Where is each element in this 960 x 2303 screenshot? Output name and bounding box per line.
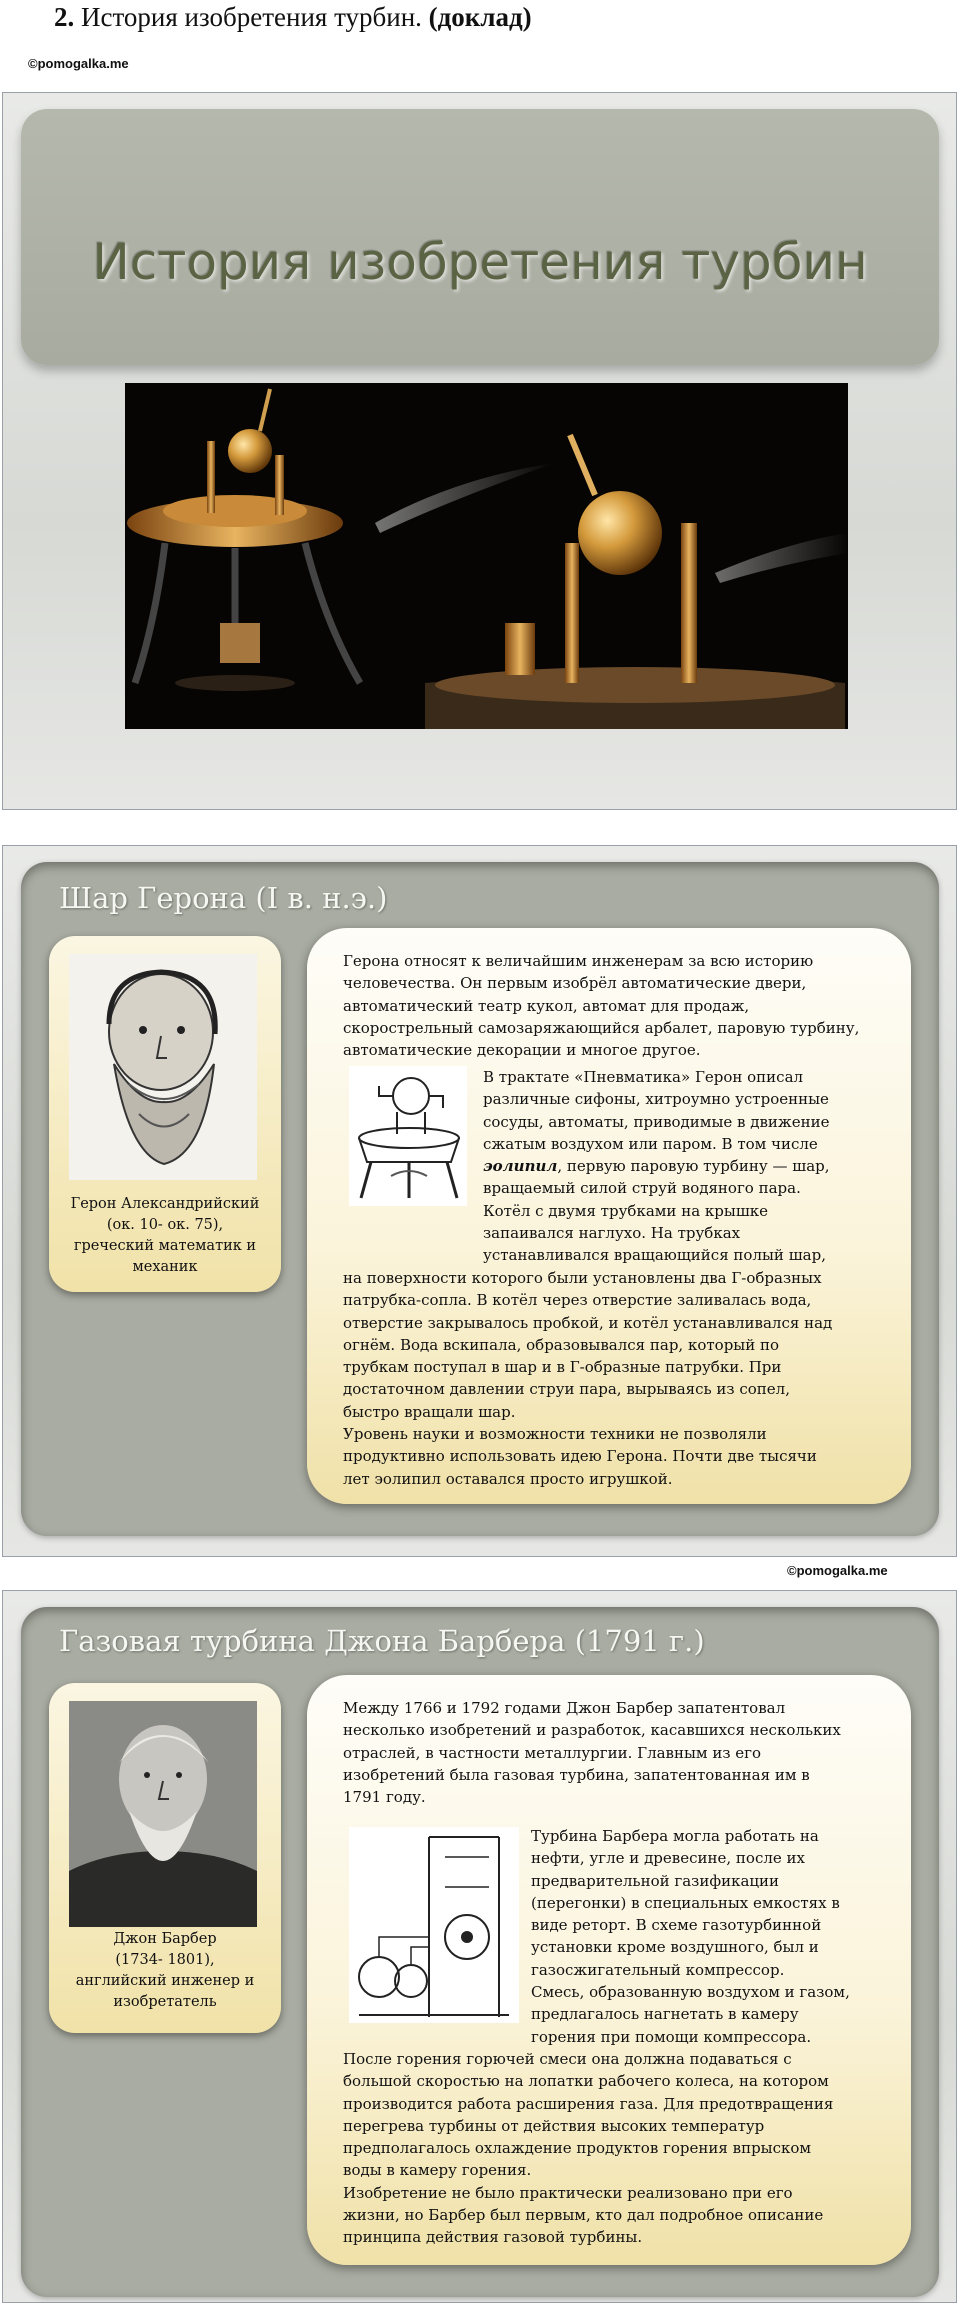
text-line: изобретений была газовая турбина, запатентованная им в [343,1765,810,1784]
text-line: вращаемый силой струй водяного пара. [483,1179,801,1198]
text-line: Между 1766 и 1792 годами Джон Барбер запатентовал [343,1699,786,1717]
slide-barber [2,1590,957,2303]
text-line: запаивался наглухо. На трубках [483,1224,741,1243]
text-line: принципа действия газовой турбины. [343,2228,643,2247]
text-line: виде реторт. В схеме газотурбинной [531,1916,822,1935]
text-line: газосжигательный компрессор. [531,1960,785,1979]
barber-caption-line: английский инженер и [75,1973,255,1989]
text-line: трубкам поступал в шар и в Г-образные патрубки. При [343,1358,782,1377]
barber-intro [343,1697,841,1808]
watermark-top: ©pomogalka.me [28,56,129,71]
text-line: Турбина Барбера могла работать на [531,1827,819,1845]
text-line: патрубка-сопла. В котёл через отверстие заливалась вода, [343,1291,812,1310]
text-line: нефти, угле и древесине, после их [531,1849,805,1868]
heron-bottom-text [343,1267,832,1490]
text-line: производится работа расширения газа. Для предотвращения [343,2094,834,2113]
barber-caption-line: (1734- 1801), [115,1952,215,1968]
text-line: сосуды, автоматы, приводимые в движение [483,1112,830,1131]
text-line: лет эолипил оставался просто игрушкой. [343,1469,673,1488]
text-line: продуктивно использовать идею Герона. Почти две тысячи [343,1447,817,1466]
barber-text-card [307,1675,911,2265]
heron-portrait [69,954,257,1180]
text-line: достаточном давлении струи пара, вырываясь из сопел, [343,1380,790,1399]
eolipil-figure [349,1066,467,1206]
text-line: автоматические декорации и многое другое. [343,1041,701,1060]
barber-turbine-drawing [349,1827,519,2023]
text-line: отраслей, в частности металлургии. Главным из его [343,1743,762,1762]
text-line: Изобретение не было практически реализовано при его [343,2183,793,2202]
text-line: горения при помощи компрессора. [531,2027,812,2046]
heron-side-text [483,1066,830,1267]
barber-turbine-figure [349,1827,519,2023]
aeolipile-photo [125,383,848,729]
barber-caption-line: изобретатель [113,1994,217,2010]
heading-tag: (доклад) [428,2,532,32]
text-line [483,1155,830,1177]
slide-heron [2,845,957,1557]
heron-caption-line: механик [132,1259,198,1275]
barber-portrait [69,1701,257,1927]
heron-portrait-card [49,936,281,1292]
eolipil-drawing [349,1066,467,1206]
text-line: автоматический театр кукол, автомат для продаж, [343,996,750,1015]
text-line: несколько изобретений и разработок, касавшихся нескольких [343,1721,841,1740]
text-line: жизни, но Барбер был первым, кто дал подробное описание [343,2206,824,2225]
heron-caption-line: (ок. 10- ок. 75), [106,1217,224,1233]
text-line: большой скоростью на лопатки рабочего колеса, на котором [343,2072,829,2091]
heron-portrait-drawing [69,954,257,1180]
title-box [21,109,939,365]
text-line: предполагалось охлаждение продуктов горения впрыском [343,2139,812,2158]
text-line: скорострельный самозаряжающийся арбалет, паровую турбину, [343,1018,860,1037]
text-line: человечества. Он первым изобрёл автоматические двери, [343,974,807,993]
text-line: предварительной газификации [531,1871,780,1890]
barber-caption-line: Джон Барбер [113,1931,217,1947]
text-line: воды в камеру горения. [343,2161,532,2180]
text-line: перегрева турбины от действия высоких температур [343,2116,765,2135]
barber-portrait-photo [69,1701,257,1927]
eolipil-term: эолипил [483,1157,558,1176]
heron-text-card [307,928,911,1504]
text-line: установки кроме воздушного, был и [531,1938,819,1957]
slide3-title: Газовая турбина Джона Барбера (1791 г.) [59,1624,705,1658]
heading-title: История изобретения турбин. [81,2,422,32]
text-line: отверстие закрывалось пробкой, и котёл устанавливался над [343,1313,833,1332]
text-line: сжатым воздухом или паром. В том числе [483,1134,818,1153]
eolipil-rest: , первую паровую турбину — шар, [557,1157,830,1176]
heading-number: 2. [54,2,75,32]
text-line: Смесь, образованную воздухом и газом, [531,1983,850,2002]
text-line: различные сифоны, хитроумно устроенные [483,1090,829,1109]
barber-bottom-text [343,2048,833,2249]
text-line: Уровень науки и возможности техники не позволяли [343,1425,767,1444]
text-line: 1791 году. [343,1788,426,1807]
text-line: После горения горючей смеси она должна подаваться с [343,2050,792,2068]
slide1-title: История изобретения турбин [92,233,868,291]
text-line: Герона относят к величайшим инженерам за всю историю [343,952,814,970]
watermark-bottom: ©pomogalka.me [787,1563,888,1578]
heron-caption-line: Герон Александрийский [70,1196,260,1212]
slide-title [2,92,957,810]
document-heading [54,0,532,34]
text-line: огнём. Вода вскипала, образовывался пар, который по [343,1335,780,1354]
text-line: Котёл с двумя трубками на крышке [483,1201,769,1220]
slide2-title: Шар Герона (I в. н.э.) [59,881,388,915]
text-line: В трактате «Пневматика» Герон описал [483,1068,804,1086]
text-line: предлагалось нагнетать в камеру [531,2005,799,2024]
text-line: быстро вращали шар. [343,1402,516,1421]
text-line: устанавливался вращающийся полый шар, [483,1246,826,1265]
text-line: на поверхности которого были установлены два Г-образных [343,1269,822,1287]
heron-intro [343,950,859,1061]
aeolipile-illustration [125,383,848,729]
barber-portrait-card [49,1683,281,2033]
barber-side-text [531,1825,850,2048]
heron-caption-line: греческий математик и [73,1238,257,1254]
text-line: (перегонки) в специальных емкостях в [531,1893,840,1912]
